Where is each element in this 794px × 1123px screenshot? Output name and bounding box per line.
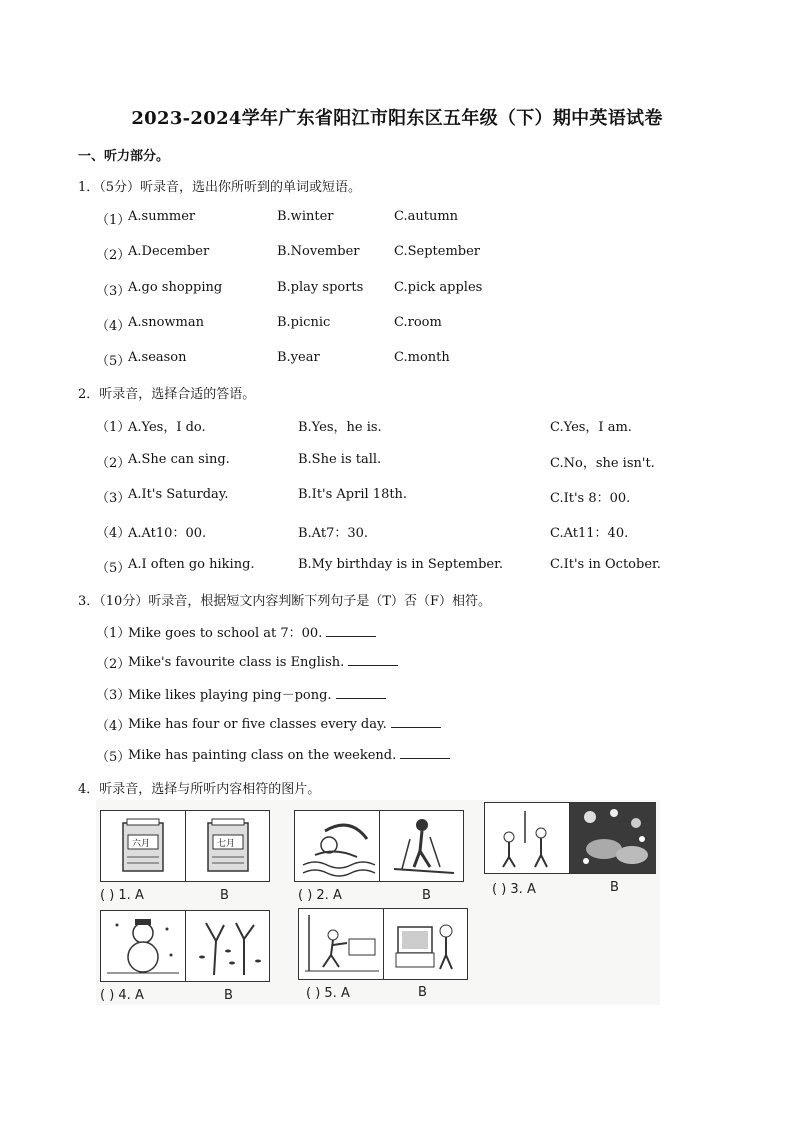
section-heading-listening: 一、听力部分。 (78, 149, 170, 164)
picture-group-4 (100, 910, 270, 982)
option-a: A.snowman (128, 315, 204, 330)
picture-5-label: ( ) 5. A (306, 986, 350, 1001)
answer-blank[interactable] (326, 624, 376, 637)
option-b: B.winter (277, 209, 334, 224)
option-a: A.summer (128, 209, 196, 224)
picture-2b (379, 811, 464, 881)
item-number: （5） (96, 750, 131, 765)
option-b: B.year (277, 350, 320, 365)
question-4-prompt: 4．听录音，选择与所听内容相符的图片。 (78, 782, 321, 797)
picture-2a (295, 811, 379, 881)
option-b: B.My birthday is in September. (298, 557, 504, 572)
q3-item-4 (96, 715, 736, 733)
item-number: （3） (96, 284, 131, 299)
picture-4-b-label: B (224, 988, 233, 1003)
option-c: C.room (394, 315, 442, 330)
item-number: （2） (96, 456, 131, 471)
q3-item-3 (96, 684, 736, 702)
option-b: B.picnic (277, 315, 331, 330)
picture-group-1 (100, 810, 270, 882)
q1-item-1 (96, 209, 736, 227)
calendar-label-a: 六月 (132, 839, 151, 849)
item-number: （4） (96, 719, 131, 734)
q1-item-3 (96, 280, 736, 298)
q1-item-4 (96, 315, 736, 333)
item-number: （1） (96, 213, 131, 228)
item-number: （1） (96, 626, 131, 641)
option-c: C.month (394, 350, 450, 365)
picture-3-label: ( ) 3. A (492, 882, 536, 897)
night-picnic-icon (570, 803, 656, 873)
option-c: C.It's in October. (550, 557, 661, 572)
question-2-prompt: 2．听录音，选择合适的答语。 (78, 387, 256, 402)
option-a: A.She can sing. (128, 452, 230, 467)
picture-4b (185, 911, 270, 981)
q2-item-4 (96, 522, 736, 540)
answer-blank[interactable] (400, 746, 450, 759)
picture-2-label: ( ) 2. A (298, 888, 342, 903)
item-number: （3） (96, 491, 131, 506)
option-c: C.At11：40. (550, 526, 629, 541)
option-a: A.December (128, 244, 210, 259)
picture-1a (101, 811, 185, 881)
picture-3a (485, 803, 569, 873)
answer-blank[interactable] (336, 686, 386, 699)
statement (128, 684, 386, 703)
item-number: （5） (96, 561, 131, 576)
option-c: C.September (394, 244, 481, 259)
option-c: C.pick apples (394, 280, 483, 295)
swimming-icon (295, 811, 379, 881)
item-number: （4） (96, 526, 131, 541)
option-c: C.Yes，I am. (550, 420, 632, 435)
q3-item-5 (96, 746, 736, 764)
option-b: B.Yes，he is. (298, 420, 382, 435)
option-a: A.go shopping (128, 280, 223, 295)
picture-3b (569, 803, 656, 873)
question-4-pictures (96, 800, 660, 1005)
cleaning-room-icon (299, 909, 383, 979)
item-number: （3） (96, 688, 131, 703)
calendar-label-b: 七月 (217, 839, 236, 849)
q1-item-2 (96, 244, 736, 262)
item-number: （1） (96, 420, 131, 435)
item-number: （2） (96, 657, 131, 672)
statement-text: Mike likes playing ping－pong. (128, 688, 332, 703)
picture-4a (101, 911, 185, 981)
option-a: A.season (128, 350, 187, 365)
statement-text: Mike's favourite class is English. (128, 655, 345, 670)
q2-item-5 (96, 557, 736, 575)
picture-5a (299, 909, 383, 979)
item-number: （4） (96, 319, 131, 334)
skiing-icon (380, 811, 464, 881)
picture-2-b-label: B (422, 888, 431, 903)
option-c: C.It's 8：00. (550, 491, 631, 506)
item-number: （2） (96, 248, 131, 263)
option-b: B.November (277, 244, 360, 259)
item-number: （5） (96, 354, 131, 369)
picture-5b (383, 909, 468, 979)
statement-text: Mike has painting class on the weekend. (128, 748, 397, 763)
picture-1-label: ( ) 1. A (100, 888, 144, 903)
statement-text: Mike goes to school at 7：00. (128, 626, 323, 641)
q1-item-5 (96, 350, 736, 368)
picture-4-label: ( ) 4. A (100, 988, 144, 1003)
option-b: B.She is tall. (298, 452, 382, 467)
picture-5-b-label: B (418, 985, 427, 1000)
watching-tv-icon (384, 909, 468, 979)
answer-blank[interactable] (348, 653, 398, 666)
question-1-prompt: 1．（5分）听录音，选出你所听到的单词或短语。 (78, 180, 362, 195)
q3-item-2 (96, 653, 736, 671)
option-b: B.It's April 18th. (298, 487, 408, 502)
option-c: C.No，she isn't. (550, 456, 655, 471)
picture-3-b-label: B (610, 880, 619, 895)
q2-item-3 (96, 487, 736, 505)
question-3-prompt: 3．（10分）听录音，根据短文内容判断下列句子是（T）否（F）相符。 (78, 594, 492, 609)
picture-1b (185, 811, 270, 881)
statement (128, 746, 450, 763)
picture-group-3 (484, 802, 656, 874)
statement (128, 622, 376, 641)
picture-group-5 (298, 908, 468, 980)
option-a: A.Yes，I do. (128, 420, 206, 435)
q2-item-1 (96, 416, 736, 434)
hiking-people-icon (485, 803, 569, 873)
q3-item-1 (96, 622, 736, 640)
option-a: A.At10：00. (128, 526, 207, 541)
option-a: A.It's Saturday. (128, 487, 229, 502)
answer-blank[interactable] (391, 715, 441, 728)
option-b: B.play sports (277, 280, 364, 295)
statement-text: Mike has four or five classes every day. (128, 717, 387, 732)
picture-group-2 (294, 810, 464, 882)
option-b: B.At7：30. (298, 526, 369, 541)
q2-item-2 (96, 452, 736, 470)
autumn-tree-icon (186, 911, 270, 981)
statement (128, 653, 398, 670)
page-title: 2023-2024学年广东省阳江市阳东区五年级（下）期中英语试卷 (131, 108, 663, 129)
picture-1-b-label: B (220, 888, 229, 903)
snowman-icon (101, 911, 185, 981)
option-c: C.autumn (394, 209, 459, 224)
option-a: A.I often go hiking. (128, 557, 255, 572)
statement (128, 715, 441, 732)
